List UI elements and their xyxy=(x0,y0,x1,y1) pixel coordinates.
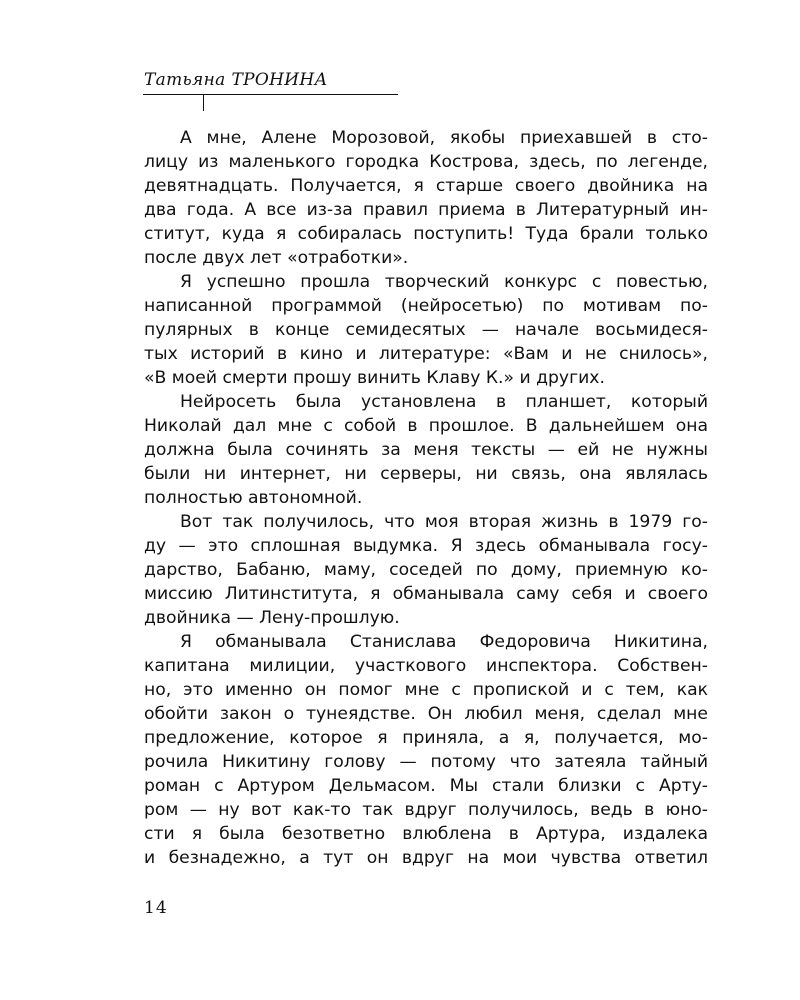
text-line: ду — это сплошная выдумка. Я здесь обманывала госу- xyxy=(144,536,708,556)
running-header xyxy=(143,70,398,90)
paragraph xyxy=(144,390,708,510)
text-line: и безнадежно, а тут он вдруг на мои чувства ответил xyxy=(144,848,708,868)
text-line: тых историй в кино и литературе: «Вам и не снилось», xyxy=(144,344,708,364)
text-line: Николай дал мне с собой в прошлое. В дальнейшем она xyxy=(144,416,708,436)
text-line: Я обманывала Станислава Федоровича Никитина, xyxy=(180,632,708,652)
text-line: ститут, куда я собиралась поступить! Туда брали только xyxy=(144,224,708,244)
paragraph xyxy=(144,126,708,270)
text-line: капитана милиции, участкового инспектора. Собствен- xyxy=(144,656,708,676)
text-line: сти я была безответно влюблена в Артура, издалека xyxy=(144,824,708,844)
paragraph xyxy=(144,630,708,870)
text-line: после двух лет «отработки». xyxy=(144,248,409,268)
text-line: написанной программой (нейросетью) по мотивам по- xyxy=(144,296,708,316)
text-line: дарство, Бабаню, маму, соседей по дому, приемную ко- xyxy=(144,560,708,580)
author-first-name: Татьяна xyxy=(144,70,226,90)
author-last-name: ТРОНИНА xyxy=(231,70,328,90)
header-tick-mark xyxy=(203,94,204,111)
text-line: двойника — Лену-прошлую. xyxy=(144,608,400,628)
text-line: пулярных в конце семидесятых — начале восьмидеся- xyxy=(144,320,708,340)
header-rule xyxy=(143,94,398,95)
page-number: 14 xyxy=(144,898,168,918)
text-line: «В моей смерти прошу винить Клаву К.» и других. xyxy=(144,368,605,388)
text-line: роман с Артуром Дельмасом. Мы стали близки с Арту- xyxy=(144,776,708,796)
text-line: девятнадцать. Получается, я старше своего двойника на xyxy=(144,176,708,196)
text-line: лицу из маленького городка Кострова, здесь, по легенде, xyxy=(144,152,708,172)
text-line: были ни интернет, ни серверы, ни связь, она являлась xyxy=(144,464,708,484)
paragraph xyxy=(144,510,708,630)
text-line: Вот так получилось, что моя вторая жизнь в 1979 го- xyxy=(180,512,708,532)
text-line: миссию Литинститута, я обманывала саму себя и своего xyxy=(144,584,708,604)
text-line: А мне, Алене Морозовой, якобы приехавшей в сто- xyxy=(180,128,708,148)
text-line: рочила Никитину голову — потому что затеяла тайный xyxy=(144,752,708,772)
text-line: ром — ну вот как-то так вдруг получилось, ведь в юно- xyxy=(144,800,708,820)
text-line: предложение, которое я приняла, а я, получается, мо- xyxy=(144,728,708,748)
body-text xyxy=(144,126,708,870)
text-line: два года. А все из-за правил приема в Литературный ин- xyxy=(144,200,708,220)
text-line: обойти закон о тунеядстве. Он любил меня, сделал мне xyxy=(144,704,708,724)
text-line: должна была сочинять за меня тексты — ей не нужны xyxy=(144,440,708,460)
paragraph xyxy=(144,270,708,390)
text-line: но, это именно он помог мне с пропиской и с тем, как xyxy=(144,680,708,700)
text-line: Нейросеть была установлена в планшет, который xyxy=(180,392,708,412)
running-head-title xyxy=(143,70,398,90)
text-line: Я успешно прошла творческий конкурс с повестью, xyxy=(180,272,708,292)
text-line: полностью автономной. xyxy=(144,488,363,508)
